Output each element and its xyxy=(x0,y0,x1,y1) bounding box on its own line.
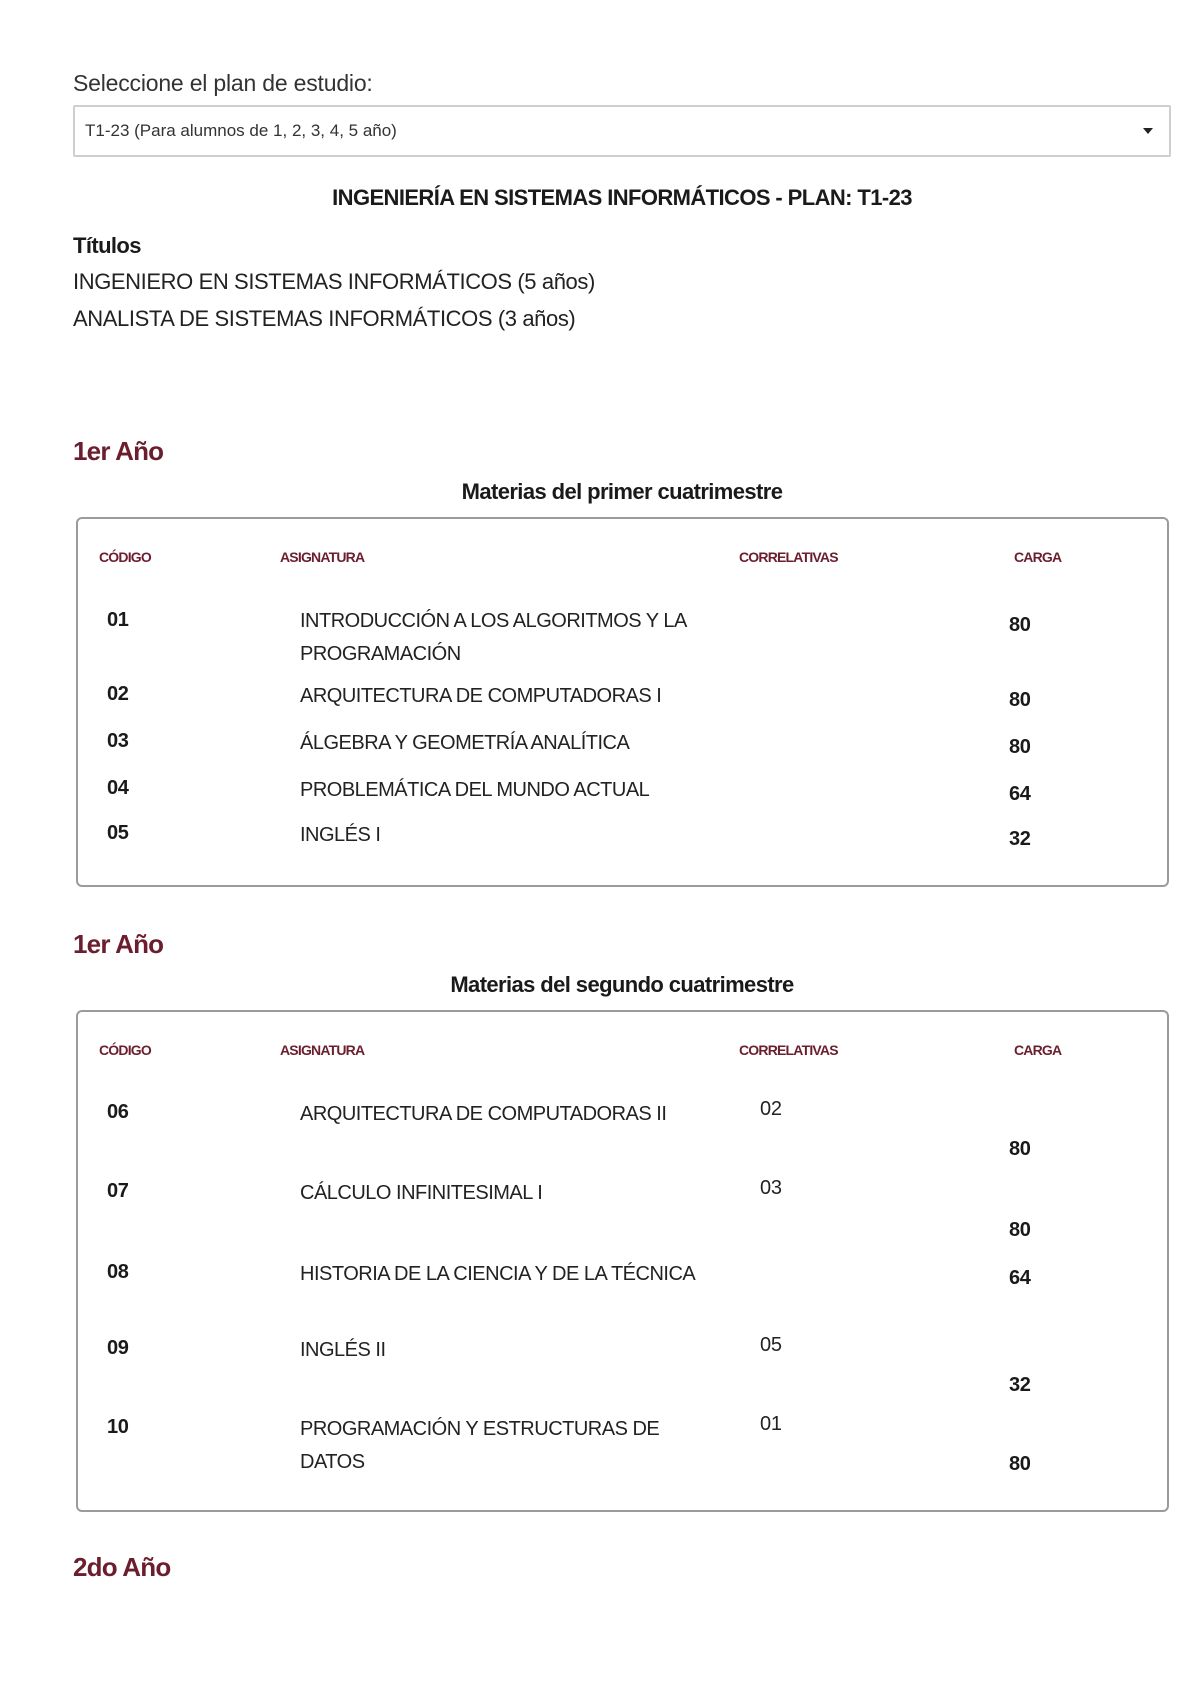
subject-name: CÁLCULO INFINITESIMAL I xyxy=(300,1182,543,1204)
column-header-code: CÓDIGO xyxy=(99,1042,151,1058)
subject-load: 32 xyxy=(1009,828,1031,850)
semester-heading: Materias del segundo cuatrimestre xyxy=(450,972,794,997)
subjects-table xyxy=(76,517,1169,887)
subject-code: 01 xyxy=(107,609,129,631)
subject-prerequisites: 03 xyxy=(760,1177,782,1199)
subject-code: 02 xyxy=(107,683,129,705)
subject-load: 80 xyxy=(1009,1219,1031,1241)
subject-code: 09 xyxy=(107,1337,129,1359)
subject-name: PROBLEMÁTICA DEL MUNDO ACTUAL xyxy=(300,779,650,801)
subject-load: 32 xyxy=(1009,1374,1031,1396)
column-header-code: CÓDIGO xyxy=(99,549,151,565)
subject-load: 80 xyxy=(1009,1453,1031,1475)
degree-title: ANALISTA DE SISTEMAS INFORMÁTICOS (3 años) xyxy=(73,306,576,331)
subject-name: PROGRAMACIÓN Y ESTRUCTURAS DE DATOS xyxy=(300,1418,660,1473)
semester-heading: Materias del primer cuatrimestre xyxy=(461,479,783,504)
column-header-subject: ASIGNATURA xyxy=(280,549,365,565)
subject-name: INGLÉS II xyxy=(300,1339,386,1361)
subject-code: 05 xyxy=(107,822,129,844)
subject-name: ÁLGEBRA Y GEOMETRÍA ANALÍTICA xyxy=(300,732,630,754)
subject-prerequisites: 01 xyxy=(760,1413,782,1435)
year-heading: 1er Año xyxy=(73,929,164,959)
subject-prerequisites: 02 xyxy=(760,1098,782,1120)
plan-select-value: T1-23 (Para alumnos de 1, 2, 3, 4, 5 año) xyxy=(85,121,397,140)
plan-select[interactable] xyxy=(73,105,1171,157)
column-header-subject: ASIGNATURA xyxy=(280,1042,365,1058)
subject-code: 07 xyxy=(107,1180,129,1202)
column-header-prerequisites: CORRELATIVAS xyxy=(739,549,838,565)
year-heading: 1er Año xyxy=(73,436,164,466)
subject-name: INTRODUCCIÓN A LOS ALGORITMOS Y LA PROGRAMACIÓN xyxy=(300,610,686,665)
subject-code: 04 xyxy=(107,777,129,799)
subject-load: 64 xyxy=(1009,783,1031,805)
caret-down-icon[interactable] xyxy=(1143,128,1153,134)
year-heading: 2do Año xyxy=(73,1552,171,1582)
plan-select-label: Seleccione el plan de estudio: xyxy=(73,70,373,96)
titles-heading: Títulos xyxy=(73,233,141,258)
subject-load: 80 xyxy=(1009,736,1031,758)
subject-code: 03 xyxy=(107,730,129,752)
subject-code: 10 xyxy=(107,1416,129,1438)
subject-load: 80 xyxy=(1009,1138,1031,1160)
degree-title: INGENIERO EN SISTEMAS INFORMÁTICOS (5 años) xyxy=(73,269,595,294)
subject-load: 64 xyxy=(1009,1267,1031,1289)
column-header-prerequisites: CORRELATIVAS xyxy=(739,1042,838,1058)
column-header-load: CARGA xyxy=(1014,549,1062,565)
column-header-load: CARGA xyxy=(1014,1042,1062,1058)
subject-code: 06 xyxy=(107,1101,129,1123)
subject-name: ARQUITECTURA DE COMPUTADORAS I xyxy=(300,685,662,707)
subject-load: 80 xyxy=(1009,689,1031,711)
subject-name: HISTORIA DE LA CIENCIA Y DE LA TÉCNICA xyxy=(300,1263,696,1285)
study-plan-page xyxy=(73,70,1171,1583)
subject-prerequisites: 05 xyxy=(760,1334,782,1356)
plan-title: INGENIERÍA EN SISTEMAS INFORMÁTICOS - PLAN: T1-23 xyxy=(332,185,912,210)
subject-name: ARQUITECTURA DE COMPUTADORAS II xyxy=(300,1103,667,1125)
subject-load: 80 xyxy=(1009,614,1031,636)
subjects-table xyxy=(76,1010,1169,1512)
subject-name: INGLÉS I xyxy=(300,824,381,846)
subject-code: 08 xyxy=(107,1261,129,1283)
